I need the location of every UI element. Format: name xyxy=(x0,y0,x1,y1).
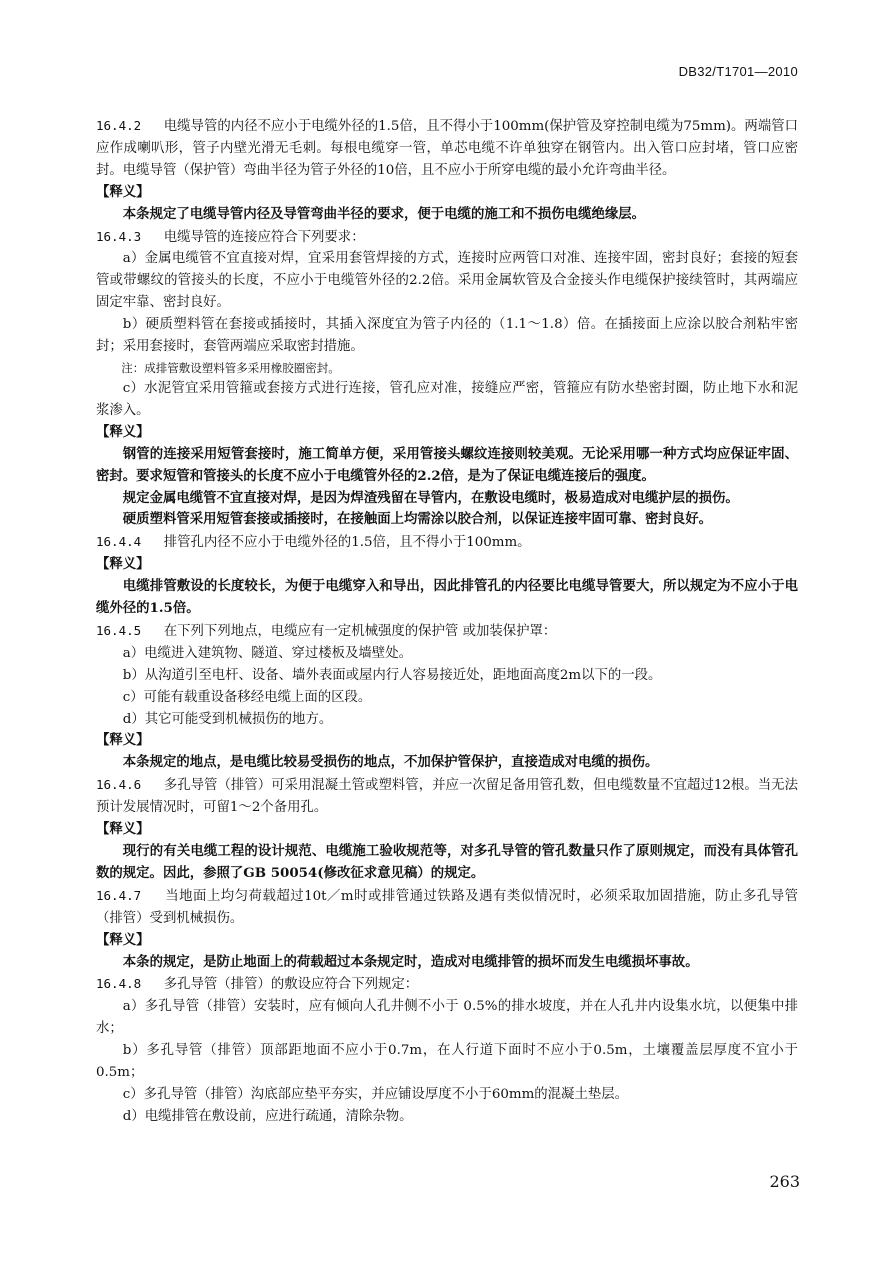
clause-paragraph xyxy=(96,774,798,819)
clause-paragraph xyxy=(96,115,798,182)
clause-number: 16.4.6 xyxy=(96,777,142,793)
clause-number: 16.4.7 xyxy=(96,887,142,903)
clause-number: 16.4.5 xyxy=(96,622,142,638)
clause-paragraph xyxy=(96,226,798,249)
list-item: c）多孔导管（排管）沟底部应垫平夯实，并应铺设厚度不小于60mm的混凝土垫层。 xyxy=(122,1086,629,1102)
interpretation-text: 钢管的连接采用短管套接时，施工简单方便，采用管接头螺纹连接则较美观。无论采用哪一种方式均应保证牢固、密封。要求短管和管接头的长度不应小于电缆管外径的2.2倍，是为了保证电缆连接后的强度。 xyxy=(96,445,798,484)
interpretation-heading: 【释义】 xyxy=(96,183,150,200)
clause-text: 多孔导管（排管）的敷设应符合下列规定： xyxy=(163,977,419,993)
document-body xyxy=(96,115,798,1128)
list-item: d）其它可能受到机械损伤的地方。 xyxy=(122,711,333,727)
clause-paragraph xyxy=(96,531,798,554)
page-number: 263 xyxy=(769,1172,800,1191)
list-item: b）多孔导管（排管）顶部距地面不应小于0.7m，在人行道下面时不应小于0.5m，土壤覆盖层厚度不宜小于0.5m； xyxy=(96,1043,798,1081)
list-item: d）电缆排管在敷设前，应进行疏通，清除杂物。 xyxy=(122,1108,413,1124)
clause-paragraph xyxy=(96,973,798,996)
clause-number: 16.4.2 xyxy=(96,118,142,133)
interpretation-text: 本条规定的地点，是电缆比较易受损伤的地点，不加保护管保护，直接造成对电缆的损伤。 xyxy=(122,754,659,771)
clause-paragraph xyxy=(96,620,798,643)
clause-text: 电缆导管的连接应符合下列要求： xyxy=(163,229,365,245)
interpretation-heading: 【释义】 xyxy=(96,821,150,838)
clause-text: 电缆导管的内径不应小于电缆外径的1.5倍，且不得小于100mm(保护管及穿控制电缆为75mm)。两端管口应作成喇叭形，管子内壁光滑无毛刺。每根电缆穿一管，单芯电缆不许单独穿在钢管内。出入管口应封堵，管口应密封。电缆导管（保护管）弯曲半径为管子外径的10倍，且不应小于所穿电缆的最小允许弯曲半径。 xyxy=(96,119,798,178)
interpretation-heading: 【释义】 xyxy=(96,732,150,749)
list-item: a）金属电缆管不宜直接对焊，宜采用套管焊接的方式，连接时应两管口对准、连接牢固，密封良好；套接的短套管或带螺纹的管接头的长度，不应小于电缆管外径的2.2倍。采用金属软管及合金接头作电缆保护接续管时，其两端应固定牢靠、密封良好。 xyxy=(96,251,798,311)
clause-text: 多孔导管（排管）可采用混凝土管或塑料管，并应一次留足备用管孔数，但电缆数量不宜超过12根。当无法预计发展情况时，可留1～2个备用孔。 xyxy=(96,778,798,816)
list-item: a）电缆进入建筑物、隧道、穿过楼板及墙壁处。 xyxy=(122,645,412,661)
interpretation-heading: 【释义】 xyxy=(96,556,150,573)
interpretation-text: 现行的有关电缆工程的设计规范、电缆施工验收规范等，对多孔导管的管孔数量只作了原则规定，而没有具体管孔数的规定。因此，参照了GB 50054(修改征求意见稿）的规定。 xyxy=(96,843,798,881)
clause-paragraph xyxy=(96,885,798,930)
interpretation-text: 电缆排管敷设的长度较长，为便于电缆穿入和导出，因此排管孔的内径要比电缆导管要大，所以规定为不应小于电缆外径的1.5倍。 xyxy=(96,578,798,617)
list-item: a）多孔导管（排管）安装时，应有倾向人孔井侧不小于 0.5%的排水坡度，并在人孔井内设集水坑，以便集中排水； xyxy=(96,999,798,1037)
list-item: c）水泥管宜采用管箍或套接方式进行连接，管孔应对准，接缝应严密，管箍应有防水垫密封圈，防止地下水和泥浆渗入。 xyxy=(96,380,798,418)
interpretation-text: 本条的规定，是防止地面上的荷载超过本条规定时，造成对电缆排管的损坏而发生电缆损坏事故。 xyxy=(122,953,699,970)
list-item: b）从沟道引至电杆、设备、墙外表面或屋内行人容易接近处，距地面高度2m以下的一段。 xyxy=(122,667,662,683)
interpretation-heading: 【释义】 xyxy=(96,423,150,440)
clause-text: 排管孔内径不应小于电缆外径的1.5倍，且不得小于100mm。 xyxy=(163,535,531,551)
clause-text: 在下列下列地点，电缆应有一定机械强度的保护管 或加装保护罩： xyxy=(163,623,557,639)
interpretation-text: 本条规定了电缆导管内径及导管弯曲半径的要求，便于电缆的施工和不损伤电缆绝缘层。 xyxy=(122,205,646,222)
clause-number: 16.4.3 xyxy=(96,228,142,244)
interpretation-heading: 【释义】 xyxy=(96,931,150,948)
interpretation-text: 硬质塑料管采用短管套接或插接时，在接触面上均需涂以胶合剂，以保证连接牢固可靠、密封良好。 xyxy=(122,511,712,528)
clause-number: 16.4.8 xyxy=(96,976,142,992)
list-item: b）硬质塑料管在套接或插接时，其插入深度宜为管子内径的（1.1～1.8）倍。在插接面上应涂以胶合剂粘牢密封；采用套接时，套管两端应采取密封措施。 xyxy=(96,317,798,355)
list-item: c）可能有载重设备移经电缆上面的区段。 xyxy=(122,689,372,705)
clause-text: 当地面上均匀荷载超过10t／m时或排管通过铁路及遇有类似情况时，必须采取加固措施，防止多孔导管（排管）受到机械损伤。 xyxy=(96,888,798,926)
clause-number: 16.4.4 xyxy=(96,534,142,550)
note-text: 注：成排管敷设塑料管多采用橡胶圈密封。 xyxy=(121,360,340,375)
interpretation-text: 规定金属电缆管不宜直接对焊，是因为焊渣残留在导管内，在敷设电缆时，极易造成对电缆护层的损伤。 xyxy=(122,489,739,506)
standard-code: DB32/T1701—2010 xyxy=(678,64,798,79)
